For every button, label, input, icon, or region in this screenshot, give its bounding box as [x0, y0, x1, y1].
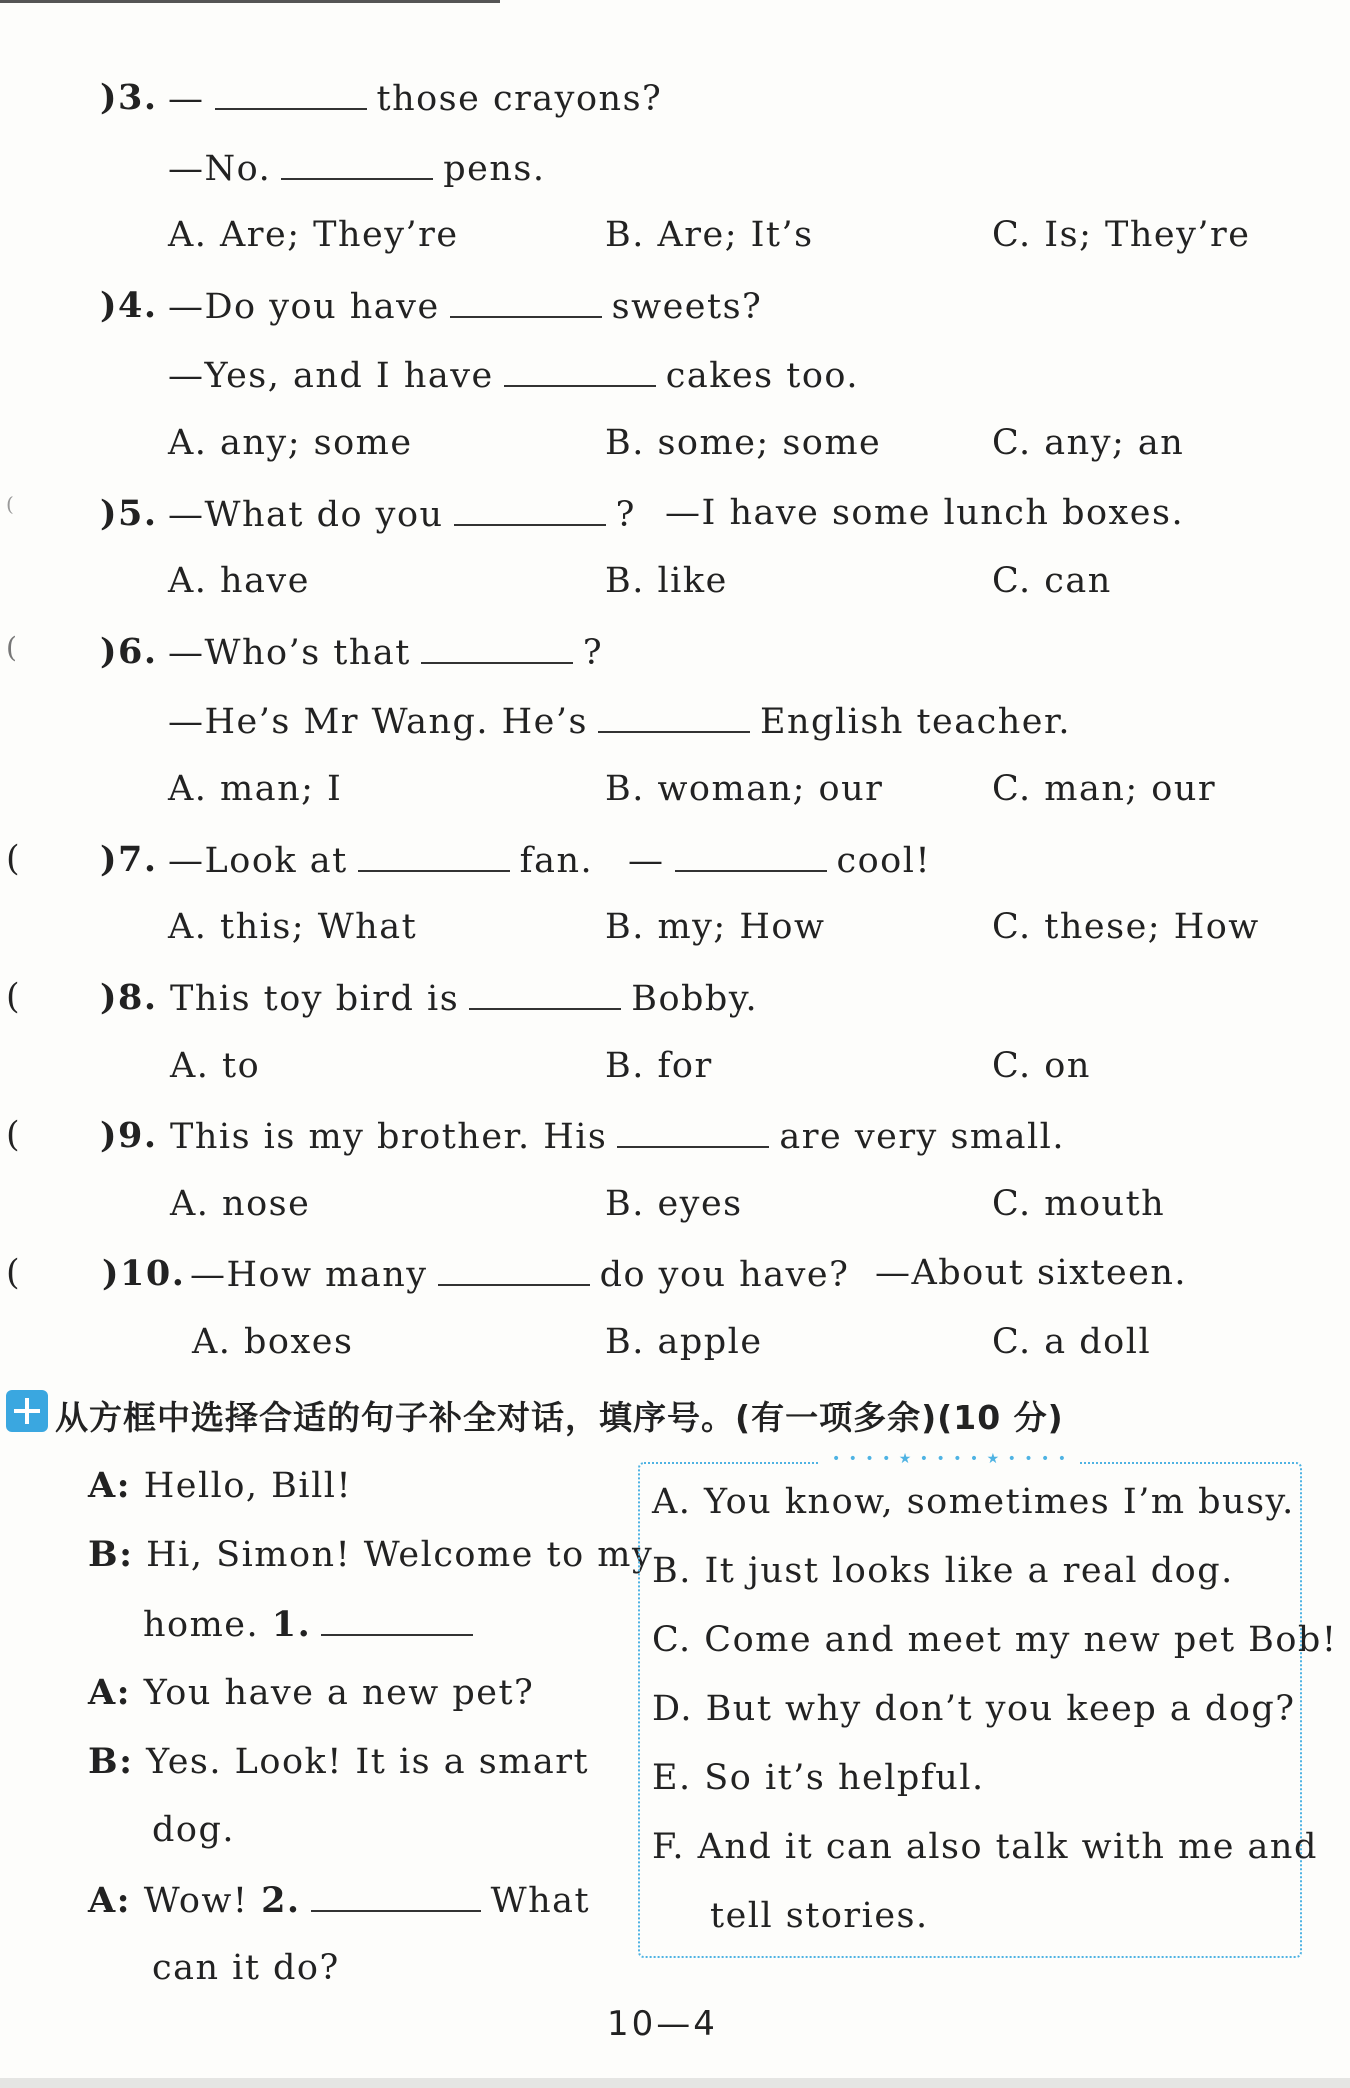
dialogue-line: can it do?: [152, 1948, 340, 1988]
q5-option-a: A. have: [168, 561, 310, 601]
q5-line1: —What do you ?: [168, 495, 636, 535]
q7-option-a: A. this; What: [168, 907, 418, 947]
page-number: 10—4: [607, 2004, 718, 2044]
answer-blank[interactable]: [450, 288, 602, 318]
q6-option-b: B. woman; our: [605, 769, 884, 809]
q5-option-b: B. like: [605, 561, 728, 601]
answer-paren[interactable]: (: [6, 977, 20, 1017]
answer-blank-1[interactable]: [321, 1606, 473, 1636]
q10-option-a: A. boxes: [192, 1322, 354, 1362]
q3-number: )3.: [100, 77, 158, 118]
q3-option-b: B. Are; It’s: [605, 215, 814, 255]
q5-option-c: C. can: [992, 561, 1112, 601]
q6-option-c: C. man; our: [992, 769, 1217, 809]
option-e: E. So it’s helpful.: [652, 1758, 985, 1798]
answer-blank[interactable]: [454, 496, 606, 526]
answer-blank[interactable]: [421, 634, 573, 664]
answer-paren[interactable]: (: [6, 492, 14, 516]
answer-blank[interactable]: [438, 1256, 590, 1286]
q7-option-c: C. these; How: [992, 907, 1260, 947]
dialogue-line: dog.: [152, 1810, 236, 1850]
q10-option-c: C. a doll: [992, 1322, 1152, 1362]
section-title: 从方框中选择合适的句子补全对话，填序号。(有一项多余)(10 分): [55, 1398, 1064, 1437]
option-d: D. But why don’t you keep a dog?: [652, 1689, 1296, 1729]
q7-number: )7.: [100, 839, 158, 880]
q4-number: )4.: [100, 285, 158, 326]
q4-line1: —Do you have sweets?: [168, 287, 763, 327]
dialogue-line: A: You have a new pet?: [88, 1672, 535, 1713]
answer-blank[interactable]: [675, 842, 827, 872]
q10-option-b: B. apple: [605, 1322, 763, 1362]
q9-option-a: A. nose: [170, 1184, 311, 1224]
q6-option-a: A. man; I: [168, 769, 343, 809]
box-decoration: • • • • ★ • • • • ★ • • • •: [820, 1452, 1080, 1466]
answer-blank[interactable]: [215, 80, 367, 110]
q6-line1: —Who’s that ?: [168, 633, 604, 673]
q7-response: — cool!: [628, 841, 932, 881]
dialogue-line: home. 1.: [143, 1606, 483, 1643]
answer-paren[interactable]: (: [6, 1253, 20, 1293]
answer-blank[interactable]: [281, 150, 433, 180]
option-f-cont: tell stories.: [710, 1896, 929, 1936]
q10-line1: —How many do you have?: [190, 1255, 850, 1295]
answer-paren[interactable]: (: [6, 1115, 20, 1155]
q3-line1: — those crayons?: [168, 79, 663, 119]
answer-paren[interactable]: (: [6, 631, 17, 664]
dialogue-line: A: Hello, Bill!: [88, 1465, 353, 1506]
answer-blank-2[interactable]: [311, 1882, 481, 1912]
option-c: C. Come and meet my new pet Bob!: [652, 1620, 1338, 1660]
q3-option-a: A. Are; They’re: [168, 215, 459, 255]
bottom-edge: [0, 2078, 1350, 2088]
dialogue-line: B: Yes. Look! It is a smart: [88, 1741, 590, 1782]
top-rule: [0, 0, 500, 3]
q8-number: )8.: [100, 977, 158, 1018]
q7-option-b: B. my; How: [605, 907, 826, 947]
q9-option-b: B. eyes: [605, 1184, 743, 1224]
q6-line2: —He’s Mr Wang. He’s English teacher.: [168, 702, 1071, 742]
q4-option-a: A. any; some: [168, 423, 413, 463]
q4-option-b: B. some; some: [605, 423, 882, 463]
q10-number: )10.: [102, 1253, 186, 1294]
answer-blank[interactable]: [469, 980, 621, 1010]
q5-response: —I have some lunch boxes.: [665, 493, 1185, 533]
q8-option-a: A. to: [170, 1046, 261, 1086]
answer-blank[interactable]: [358, 842, 510, 872]
q3-line2: —No. pens.: [168, 149, 546, 189]
q9-number: )9.: [100, 1115, 158, 1156]
q8-line1: This toy bird is Bobby.: [170, 979, 759, 1019]
q4-line2: —Yes, and I have cakes too.: [168, 356, 859, 396]
q9-option-c: C. mouth: [992, 1184, 1166, 1224]
answer-paren[interactable]: (: [6, 839, 20, 879]
dialogue-line: B: Hi, Simon! Welcome to my: [88, 1534, 654, 1575]
q6-number: )6.: [100, 631, 158, 672]
q3-option-c: C. Is; They’re: [992, 215, 1251, 255]
q8-option-c: C. on: [992, 1046, 1091, 1086]
answer-blank[interactable]: [504, 357, 656, 387]
option-a: A. You know, sometimes I’m busy.: [652, 1482, 1295, 1522]
q7-line1: —Look at fan.: [168, 841, 594, 881]
dialogue-line: A: Wow! 2. What: [88, 1880, 591, 1921]
section-ten-icon: [6, 1390, 48, 1432]
option-b: B. It just looks like a real dog.: [652, 1551, 1234, 1591]
q4-option-c: C. any; an: [992, 423, 1185, 463]
answer-blank[interactable]: [598, 703, 750, 733]
answer-blank[interactable]: [617, 1118, 769, 1148]
option-f: F. And it can also talk with me and: [652, 1827, 1318, 1867]
q10-response: —About sixteen.: [875, 1253, 1188, 1293]
q8-option-b: B. for: [605, 1046, 713, 1086]
q9-line1: This is my brother. His are very small.: [170, 1117, 1065, 1157]
q5-number: )5.: [100, 493, 158, 534]
